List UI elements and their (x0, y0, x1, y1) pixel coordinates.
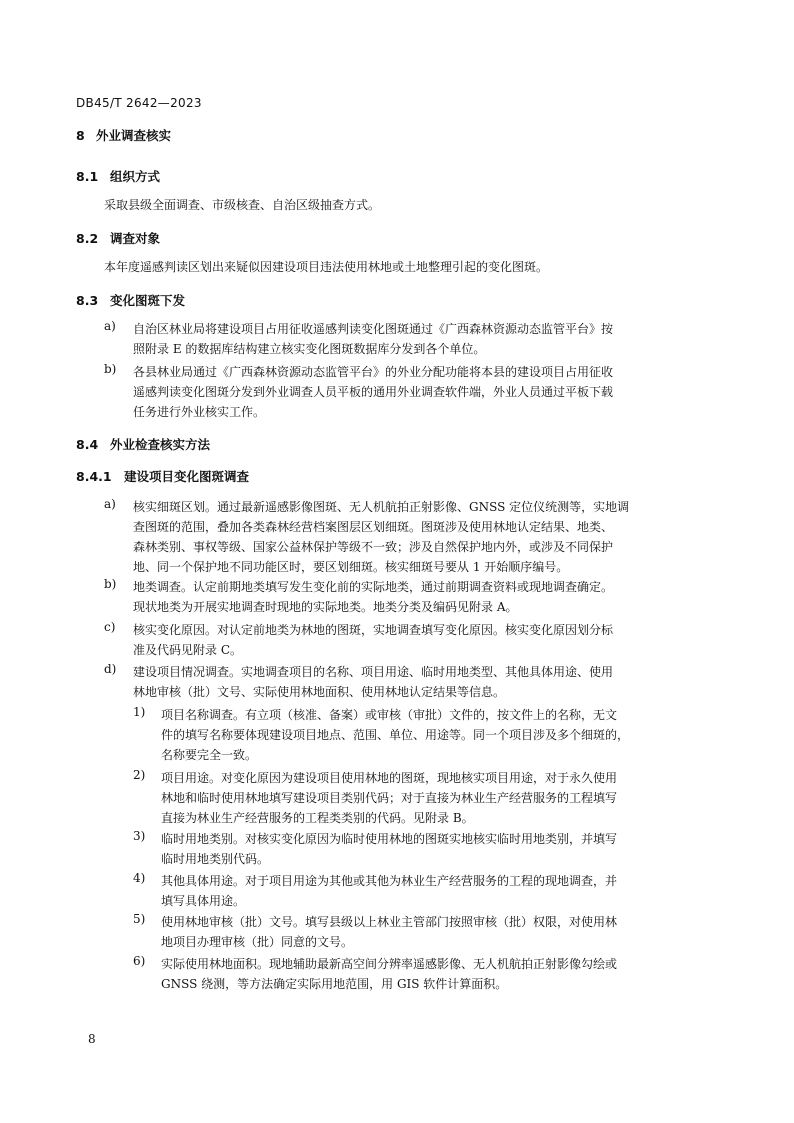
list-item-text-line: 照附录 E 的数据库结构建立核实变化图斑数据库分发到各个单位。 (133, 342, 486, 356)
sub-item-text-line: 地项目办理审核（批）同意的文号。 (161, 935, 354, 949)
section-title: 建设项目变化图斑调查 (124, 469, 250, 484)
section-8-1-heading (76, 167, 160, 185)
list-item-text-line: 核实细斑区划。通过最新遥感影像图斑、无人机航拍正射影像、GNSS 定位仪统测等，实地调 (133, 500, 630, 514)
list-item-text-line: 任务进行外业核实工作。 (133, 405, 266, 419)
section-number: 8.3 (76, 293, 99, 308)
sub-item-text-line: 名称要完全一致。 (161, 748, 258, 762)
section-8-4-heading (76, 435, 210, 453)
section-title: 组织方式 (110, 169, 161, 184)
section-number: 8.4 (76, 437, 99, 452)
sub-item-text-line: 填写具体用途。 (161, 894, 246, 908)
section-title: 外业检查核实方法 (110, 437, 211, 452)
list-item-text-line: 森林类别、事权等级、国家公益林保护等级不一致；涉及自然保护地内外，或涉及不同保护 (133, 540, 614, 554)
sub-item-text-line: 项目名称调查。有立项（核准、备案）或审核（审批）文件的，按文件上的名称，无文 (161, 708, 618, 722)
section-title: 变化图斑下发 (110, 293, 186, 308)
section-title: 外业调查核实 (96, 128, 172, 143)
list-item-text-line: 准及代码见附录 C。 (133, 643, 242, 657)
sub-item-text-line: 项目用途。对变化原因为建设项目使用林地的图斑，现地核实项目用途，对于永久使用 (161, 771, 618, 785)
list-item-label: d) (104, 662, 117, 676)
list-item-label: a) (104, 319, 116, 333)
sub-item-text-line: 使用林地审核（批）文号。填写县级以上林业主管部门按照审核（批）权限，对使用林 (161, 915, 618, 929)
sub-item-text-line: 临时用地类别。对核实变化原因为临时使用林地的图斑实地核实临时用地类别，并填写 (161, 832, 618, 846)
list-item-text-line: 遥感判读变化图斑分发到外业调查人员平板的通用外业调查软件端，外业人员通过平板下载 (133, 385, 614, 399)
sub-item-label: 1) (133, 705, 146, 719)
list-item-text-line: 自治区林业局将建设项目占用征收遥感判读变化图斑通过《广西森林资源动态监管平台》按 (133, 322, 614, 336)
list-item-text-line: 建设项目情况调查。实地调查项目的名称、项目用途、临时用地类型、其他具体用途、使用 (133, 665, 614, 679)
list-item-text-line: 核实变化原因。对认定前地类为林地的图斑，实地调查填写变化原因。核实变化原因划分标 (133, 623, 614, 637)
sub-item-label: 3) (133, 829, 146, 843)
section-8-2-text: 本年度遥感判读区划出来疑似因建设项目违法使用林地或土地整理引起的变化图斑。 (104, 260, 549, 274)
section-number: 8.4.1 (76, 469, 112, 484)
section-title: 调查对象 (110, 231, 161, 246)
section-number: 8.2 (76, 231, 99, 246)
list-item-label: a) (104, 497, 116, 511)
list-item-label: b) (104, 577, 117, 591)
sub-item-label: 2) (133, 768, 146, 782)
list-item-text-line: 地类调查。认定前期地类填写发生变化前的实际地类，通过前期调查资料或现地调查确定。 (133, 580, 614, 594)
sub-item-text-line: 实际使用林地面积。现地辅助最新高空间分辨率遥感影像、无人机航拍正射影像勾绘或 (161, 957, 618, 971)
section-8-heading (76, 126, 171, 144)
sub-item-text-line: 其他具体用途。对于项目用途为其他或其他为林业生产经营服务的工程的现地调查，并 (161, 874, 618, 888)
sub-item-label: 6) (133, 954, 146, 968)
sub-item-label: 4) (133, 871, 146, 885)
list-item-label: b) (104, 362, 117, 376)
list-item-text-line: 地、同一个保护地不同功能区时，要区划细斑。核实细斑号要从 1 开始顺序编号。 (133, 560, 569, 574)
sub-item-text-line: GNSS 绕测，等方法确定实际用地范围，用 GIS 软件计算面积。 (161, 977, 508, 991)
section-8-3-heading (76, 291, 185, 309)
list-item-text-line: 现状地类为开展实地调查时现地的实际地类。地类分类及编码见附录 A。 (133, 600, 518, 614)
sub-item-text-line: 直接为林业生产经营服务的工程类类别的代码。见附录 B。 (161, 811, 474, 825)
section-number: 8.1 (76, 169, 99, 184)
list-item-text-line: 林地审核（批）文号、实际使用林地面积、使用林地认定结果等信息。 (133, 685, 506, 699)
list-item-text-line: 各县林业局通过《广西森林资源动态监管平台》的外业分配功能将本县的建设项目占用征收 (133, 365, 614, 379)
list-item-label: c) (104, 620, 116, 634)
section-8-4-1-heading (76, 467, 249, 485)
list-item-text-line: 查图斑的范围，叠加各类森林经营档案图层区划细斑。图斑涉及使用林地认定结果、地类、 (133, 520, 614, 534)
section-8-2-heading (76, 229, 160, 247)
sub-item-text-line: 件的填写名称要体现建设项目地点、范围、单位、用途等。同一个项目涉及多个细斑的， (161, 728, 630, 742)
sub-item-text-line: 林地和临时使用林地填写建设项目类别代码；对于直接为林业生产经营服务的工程填写 (161, 791, 618, 805)
section-8-1-text: 采取县级全面调查、市级核查、自治区级抽查方式。 (104, 198, 381, 212)
sub-item-text-line: 临时用地类别代码。 (161, 852, 270, 866)
sub-item-label: 5) (133, 912, 146, 926)
page-number: 8 (88, 1032, 96, 1046)
document-code-header: DB45/T 2642—2023 (76, 96, 202, 110)
section-number: 8 (76, 128, 85, 143)
